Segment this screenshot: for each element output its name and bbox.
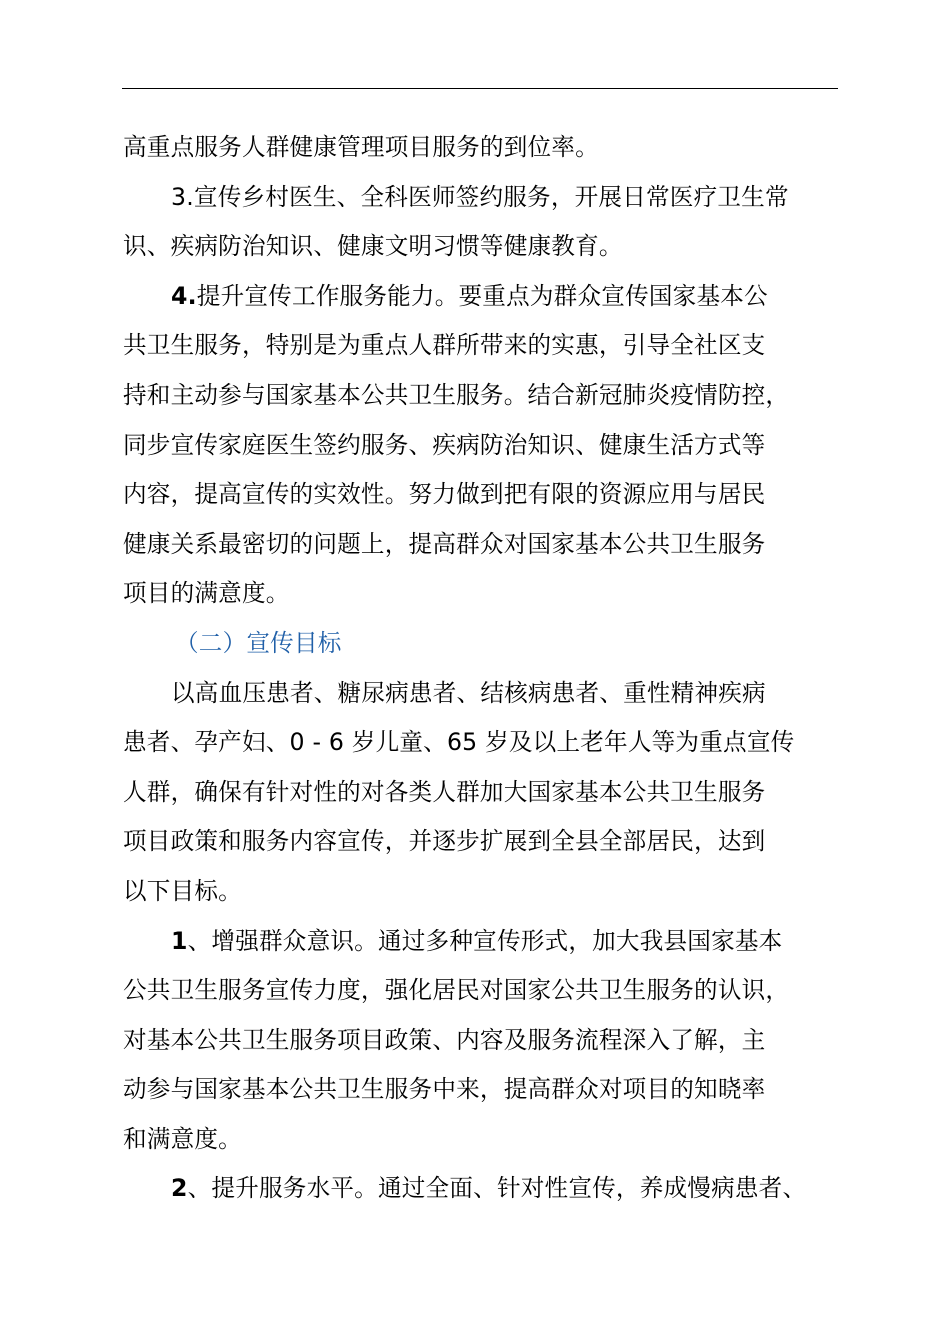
text-line: 内容，提高宣传的实效性。努力做到把有限的资源应用与居民 xyxy=(123,480,766,509)
text-line: 项目政策和服务内容宣传，并逐步扩展到全县全部居民，达到 xyxy=(123,827,766,856)
text-line: 识、疾病防治知识、健康文明习惯等健康教育。 xyxy=(123,232,623,261)
text-line: 公共卫生服务宣传力度，强化居民对国家公共卫生服务的认识， xyxy=(123,976,790,1005)
header-rule xyxy=(122,88,838,89)
text-line: 同步宣传家庭医生签约服务、疾病防治知识、健康生活方式等 xyxy=(123,430,766,459)
text-line: 患者、孕产妇、0 - 6 岁儿童、65 岁及以上老年人等为重点宣传 xyxy=(123,728,795,757)
item-text: 、增强群众意识。通过多种宣传形式，加大我县国家基本 xyxy=(187,926,783,955)
list-item-4 xyxy=(123,272,863,322)
item-text: 宣传乡村医生、全科医师签约服务，开展日常医疗卫生常 xyxy=(193,182,789,211)
text-line: 对基本公共卫生服务项目政策、内容及服务流程深入了解，主 xyxy=(123,1025,766,1054)
text-line: 持和主动参与国家基本公共卫生服务。结合新冠肺炎疫情防控， xyxy=(123,380,790,409)
item-number: 2 xyxy=(171,1174,188,1203)
item-number: 1 xyxy=(171,926,188,955)
item-text: 、提升服务水平。通过全面、针对性宣传，养成慢病患者、 xyxy=(187,1174,807,1203)
item-text: 提升宣传工作服务能力。要重点为群众宣传国家基本公 xyxy=(196,281,768,310)
text-line: 以高血压患者、糖尿病患者、结核病患者、重性精神疾病 xyxy=(171,678,766,707)
text-line: 人群，确保有针对性的对各类人群加大国家基本公共卫生服务 xyxy=(123,777,766,806)
text-line: 以下目标。 xyxy=(123,876,242,905)
text-line: 共卫生服务，特别是为重点人群所带来的实惠，引导全社区支 xyxy=(123,331,766,360)
list-item-3 xyxy=(123,173,863,223)
section-heading: （二）宣传目标 xyxy=(175,628,342,657)
text-line: 高重点服务人群健康管理项目服务的到位率。 xyxy=(123,133,599,161)
text-line: 健康关系最密切的问题上，提高群众对国家基本公共卫生服务 xyxy=(123,529,766,558)
text-line: 动参与国家基本公共卫生服务中来，提高群众对项目的知晓率 xyxy=(123,1075,766,1104)
list-item-1 xyxy=(123,917,863,967)
item-number: 3. xyxy=(171,182,194,211)
item-number: 4. xyxy=(171,281,197,310)
document-body xyxy=(123,123,863,1214)
list-item-2 xyxy=(123,1164,863,1214)
text-line: 和满意度。 xyxy=(123,1124,242,1153)
text-line: 项目的满意度。 xyxy=(123,579,290,608)
